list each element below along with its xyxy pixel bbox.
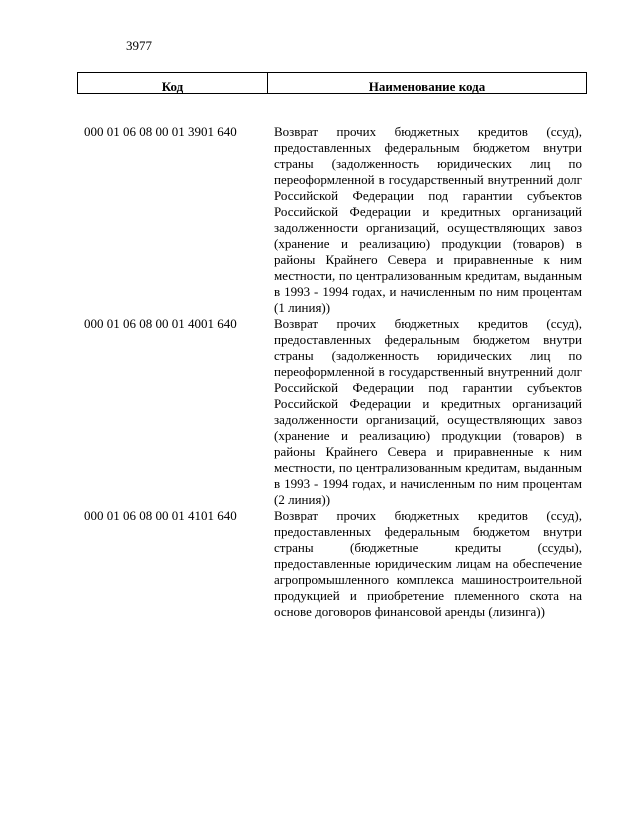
row-name: Возврат прочих бюджетных кредитов (ссуд), предоставленных федеральным бюджетом внутри страны (задолженность юридических лиц по переоформленной в государственный внутренний долг Российской Федерации под гарантии субъектов Российской Федерации и кредитных организаций задолженности организаций, осуществляющих завоз (хранение и реализацию) продукции (товаров) в районы Крайнего Севера и приравненные к ним местности, по централизованным кредитам, выданным в 1993 - 1994 годах, и начисленным по ним процентам (2 линия)) [274, 316, 582, 507]
row-code: 000 01 06 08 00 01 3901 640 [84, 124, 237, 139]
row-name: Возврат прочих бюджетных кредитов (ссуд), предоставленных федеральным бюджетом внутри страны (задолженность юридических лиц по переоформленной в государственный внутренний долг Российской Федерации под гарантии субъектов Российской Федерации и кредитных организаций задолженности организаций, осуществляющих завоз (хранение и реализацию) продукции (товаров) в районы Крайнего Севера и приравненные к ним местности, по централизованным кредитам, выданным в 1993 - 1994 годах, и начисленным по ним процентам (1 линия)) [274, 124, 582, 315]
column-header-name: Наименование кода [368, 79, 486, 94]
table-row [84, 124, 584, 316]
row-code: 000 01 06 08 00 01 4101 640 [84, 508, 237, 523]
table-header [77, 72, 587, 94]
table-row [84, 508, 584, 620]
page-number: 3977 [126, 38, 152, 53]
row-code: 000 01 06 08 00 01 4001 640 [84, 316, 237, 331]
column-header-code: Код [78, 73, 268, 93]
table-row [84, 316, 584, 508]
row-name: Возврат прочих бюджетных кредитов (ссуд), предоставленных федеральным бюджетом внутри страны (бюджетные кредиты (ссуды), предоставленные юридическим лицам на обеспечение агропромышленного комплекса машиностроительной продукцией и приобретение племенного скота на основе договоров финансовой аренды (лизинга)) [274, 508, 582, 619]
table-body [84, 124, 584, 620]
